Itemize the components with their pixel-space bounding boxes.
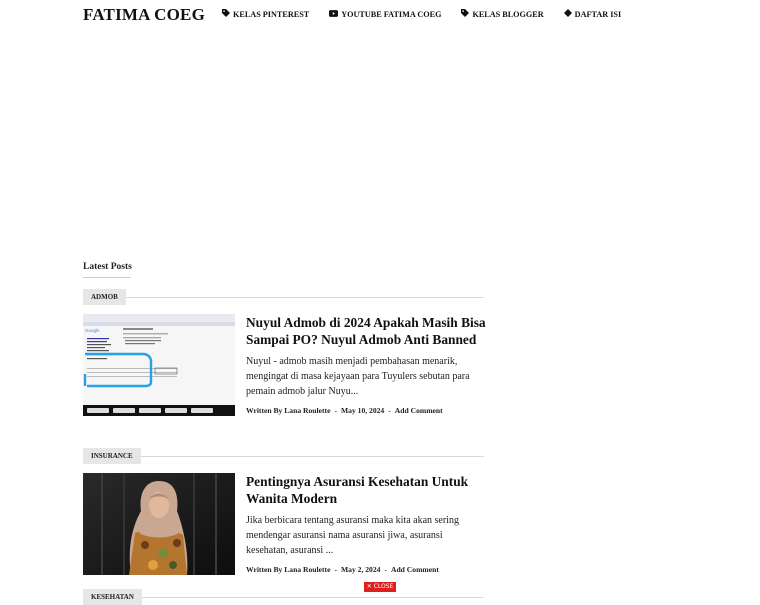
- nav-item-label: KELAS BLOGGER: [472, 9, 544, 19]
- post-title[interactable]: Nuyul Admob di 2024 Apakah Masih Bisa Sampai PO? Nuyul Admob Anti Banned: [246, 315, 486, 347]
- site-header: [0, 0, 760, 30]
- label-tag-admob[interactable]: ADMOB: [83, 289, 126, 305]
- post-thumbnail[interactable]: [83, 314, 235, 416]
- screenshot-thumbnail-image: [83, 314, 235, 416]
- woman-in-hijab-image: [83, 473, 235, 575]
- nav-item-kelas-pinterest[interactable]: [222, 9, 309, 19]
- nav-item-label: DAFTAR ISI: [574, 9, 622, 19]
- meta-separator: -: [334, 406, 337, 415]
- close-label: CLOSE: [373, 583, 394, 590]
- meta-separator: -: [334, 565, 337, 574]
- main-nav: [222, 9, 641, 19]
- ad-close-button[interactable]: [364, 582, 396, 592]
- post-body: [246, 314, 486, 415]
- nav-item-kelas-blogger[interactable]: [461, 9, 543, 19]
- post-meta: [246, 565, 486, 574]
- label-tag-insurance[interactable]: INSURANCE: [83, 448, 141, 464]
- nav-item-youtube-fatima-coeg[interactable]: [329, 9, 441, 19]
- youtube-icon: [329, 10, 338, 19]
- meta-separator: -: [384, 565, 387, 574]
- meta-separator: -: [388, 406, 391, 415]
- diamond-icon: [564, 9, 572, 19]
- tag-icon: [222, 9, 230, 19]
- close-icon: ✕: [366, 583, 372, 590]
- label-tag-kesehatan[interactable]: KESEHATAN: [83, 589, 142, 605]
- tag-icon: [461, 9, 469, 19]
- nav-item-label: KELAS PINTEREST: [233, 9, 310, 19]
- post-date: May 10, 2024: [340, 406, 385, 415]
- add-comment-link[interactable]: Add Comment: [390, 565, 439, 574]
- add-comment-link[interactable]: Add Comment: [394, 406, 443, 415]
- nav-item-label: YOUTUBE FATIMA COEG: [341, 9, 442, 19]
- post-thumbnail[interactable]: [83, 473, 235, 575]
- post-meta: [246, 406, 486, 415]
- label-bar: [83, 589, 484, 605]
- divider: [83, 597, 484, 598]
- post-date: May 2, 2024: [340, 565, 381, 574]
- post-title[interactable]: Pentingnya Asuransi Kesehatan Untuk Wanita Modern: [246, 474, 469, 506]
- label-bar: [83, 289, 484, 305]
- post-body: [246, 473, 486, 574]
- post-excerpt: Nuyul - admob masih menjadi pembahasan menarik, mengingat di masa kejayaan para Tuyulers sebutan para pemain admob jalur Nuyu...: [246, 356, 470, 397]
- site-logo[interactable]: FATIMA COEG: [83, 5, 205, 24]
- post-item: [83, 314, 484, 434]
- post-author: Written By Lana Roulette: [246, 565, 331, 574]
- post-item: [83, 473, 484, 583]
- label-bar: [83, 448, 484, 464]
- section-title-latest-posts: Latest Posts: [83, 262, 132, 272]
- post-excerpt: Jika berbicara tentang asuransi maka kita akan sering mendengar asuransi nama asuransi jiwa, asuransi kesehatan, asuransi ...: [246, 515, 459, 556]
- nav-item-daftar-isi[interactable]: [564, 9, 621, 19]
- divider: [83, 297, 484, 298]
- divider: [83, 456, 484, 457]
- post-author: Written By Lana Roulette: [246, 406, 331, 415]
- svg-text:Google: Google: [85, 328, 100, 333]
